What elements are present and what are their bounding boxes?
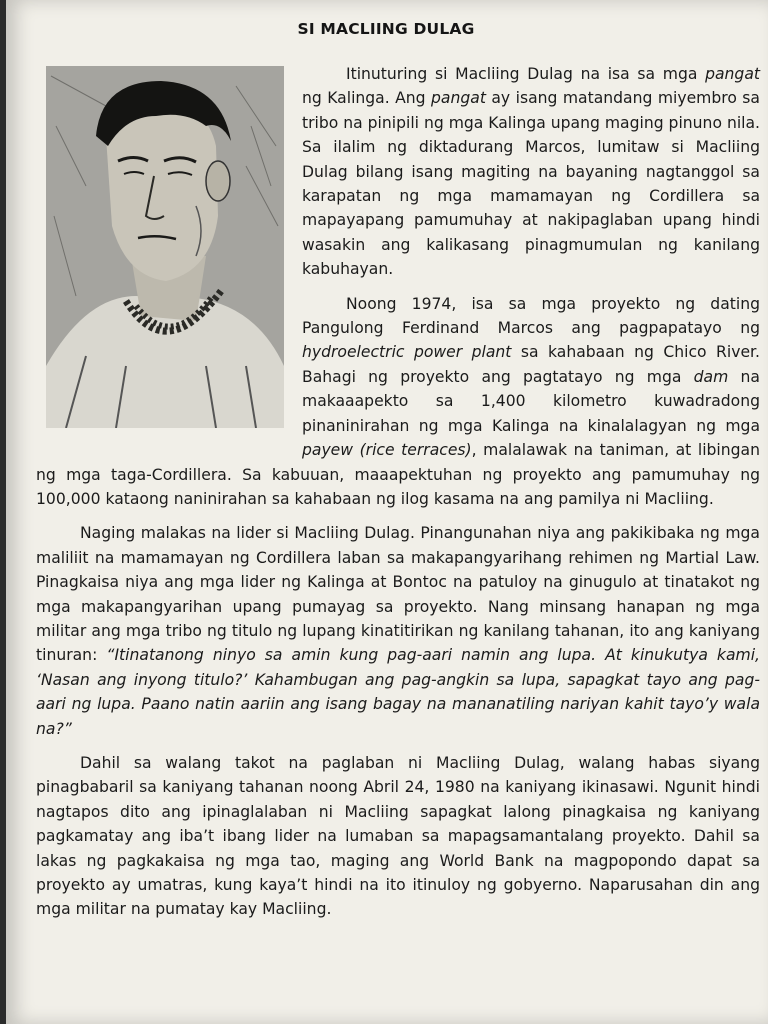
paragraph-4: Dahil sa walang takot na paglaban ni Macliing Dulag, walang habas siyang pinagbabaril sa kaniyang tahanan noong Abril 24, 1980 na kaniyang ikinasawi. Ngunit hindi nagtapos dito ang ipinaglalaban ni Macliing sapagkat lalong pinagkaisa ng kaniyang pagkamatay ang iba’t ibang lider na lumaban sa mapagsamantalang proyekto. Dahil sa lakas ng pagkakaisa ng mga tao, maging ang World Bank na magpopondo dapat sa proyekto ay umatras, kung kaya’t hindi na ito itinuloy ng gobyerno. Naparusahan din ang mga militar na pumatay kay Macliing. bbox=[36, 753, 760, 919]
paragraph-2: Noong 1974, isa sa mga proyekto ng dating Pangulong Ferdinand Marcos ang pagpapatayo ng hydroelectric power plant sa kahabaan ng Chico River. Bahagi ng proyekto ang pagtatayo ng mga dam na makaaapekto sa 1,400 kilometro kuwadradong pinaninirahan ng mga Kalinga na kinalalagyan ng mga payew (rice terraces), malalawak na taniman, at libingan ng mga taga-Cordillera. Sa kabuuan, maaapektuhan ng proyekto ang pamumuhay ng 100,000 kataong naninirahan sa kahabaan ng ilog kasama na ang pamilya ni Macliing. bbox=[36, 294, 760, 508]
portrait-float-spacer bbox=[36, 62, 302, 442]
paragraph-3: Naging malakas na lider si Macliing Dulag. Pinangunahan niya ang pakikibaka ng mga maliliit na mamamayan ng Cordillera laban sa makapangyarihang rehimen ng Martial Law. Pinagkaisa niya ang mga lider ng Kalinga at Bontoc na patuloy na ginugulo at tinatakot ng mga makapangyarihan upang pumayag sa proyekto. Nang minsang hanapan ng mga militar ang mga tribo ng titulo ng lupang kinatitirikan ng kanilang tahanan, ito ang kaniyang tinuran: “Itinatanong ninyo sa amin kung pag-aari namin ang lupa. At kinukutya kami, ‘Nasan ang inyong titulo?’ Kahambugan ang pag-angkin sa lupa, sapagkat tayo ang pag-aari ng lupa. Paano natin aariin ang isang bagay na mananatiling nariyan kahit tayo’y wala na?” bbox=[36, 524, 760, 738]
macliing-quote: “Itinatanong ninyo sa amin kung pag-aari namin ang lupa. At kinukutya kami, ‘Nasan ang inyong titulo?’ Kahambugan ang pag-angkin sa lupa, sapagkat tayo ang pag-aari ng lupa. Paano natin aariin ang isang bagay na mananatiling nariyan kahit tayo’y wala na?” bbox=[36, 646, 760, 738]
paragraph-1: Itinuturing si Macliing Dulag na isa sa mga pangat ng Kalinga. Ang pangat ay isang matandang miyembro sa tribo na pinipili ng mga Kalinga upang maging pinuno nila. Sa ilalim ng diktadurang Marcos, lumitaw si Macliing Dulag bilang isang magiting na bayaning nagtanggol sa karapatan ng mga mamamayan ng Cordillera sa mapayapang pamumuhay at nakipaglaban upang hindi wasakin ang kalikasang pinagmumulan ng kanilang kabuhayan. bbox=[302, 65, 760, 279]
page-title: SI MACLIING DULAG bbox=[297, 20, 475, 38]
document-page bbox=[6, 0, 768, 1024]
article-body bbox=[36, 62, 760, 932]
